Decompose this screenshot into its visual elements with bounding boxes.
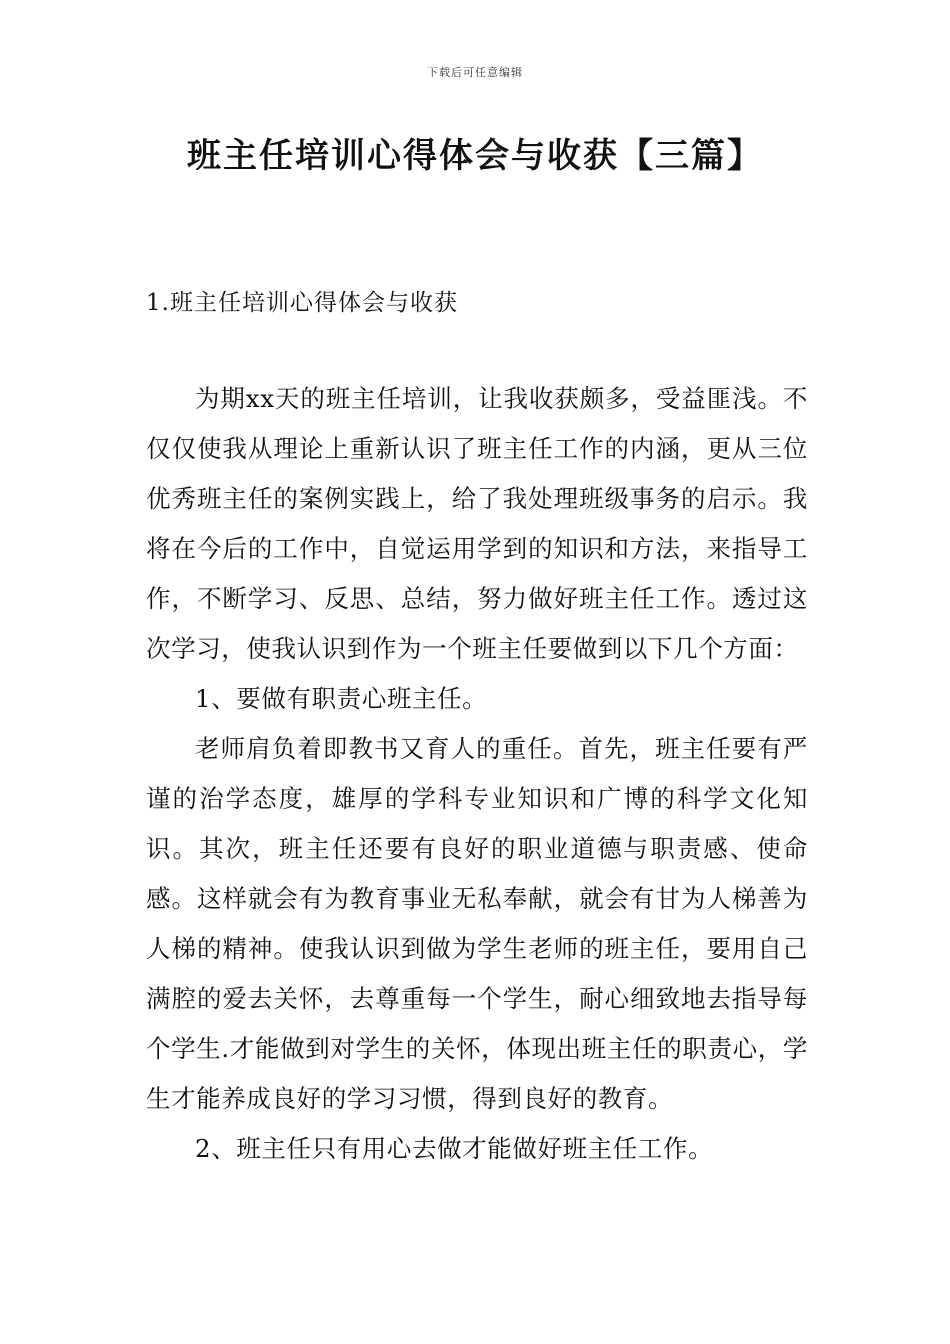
body-text	[146, 374, 808, 1174]
section-heading: 1.班主任培训心得体会与收获	[146, 290, 458, 316]
header-note: 下载后可任意编辑	[427, 66, 523, 79]
document-title: 班主任培训心得体会与收获【三篇】	[187, 136, 763, 176]
paragraph-intro: 为期xx天的班主任培训，让我收获颇多，受益匪浅。不仅仅使我从理论上重新认识了班主任工作的内涵，更从三位优秀班主任的案例实践上，给了我处理班级事务的启示。我将在今后的工作中，自觉运用学到的知识和方法，来指导工作，不断学习、反思、总结，努力做好班主任工作。透过这次学习，使我认识到作为一个班主任要做到以下几个方面：	[146, 384, 808, 663]
paragraph-point-1: 1、要做有职责心班主任。	[195, 684, 488, 713]
paragraph-point-1-detail: 老师肩负着即教书又育人的重任。首先，班主任要有严谨的治学态度，雄厚的学科专业知识和广博的科学文化知识。其次，班主任还要有良好的职业道德与职责感、使命感。这样就会有为教育事业无私奉献，就会有甘为人梯善为人梯的精神。使我认识到做为学生老师的班主任，要用自己满腔的爱去关怀，去尊重每一个学生，耐心细致地去指导每个学生.才能做到对学生的关怀，体现出班主任的职责心，学生才能养成良好的学习习惯，得到良好的教育。	[146, 734, 808, 1113]
paragraph-point-2: 2、班主任只有用心去做才能做好班主任工作。	[195, 1134, 714, 1163]
